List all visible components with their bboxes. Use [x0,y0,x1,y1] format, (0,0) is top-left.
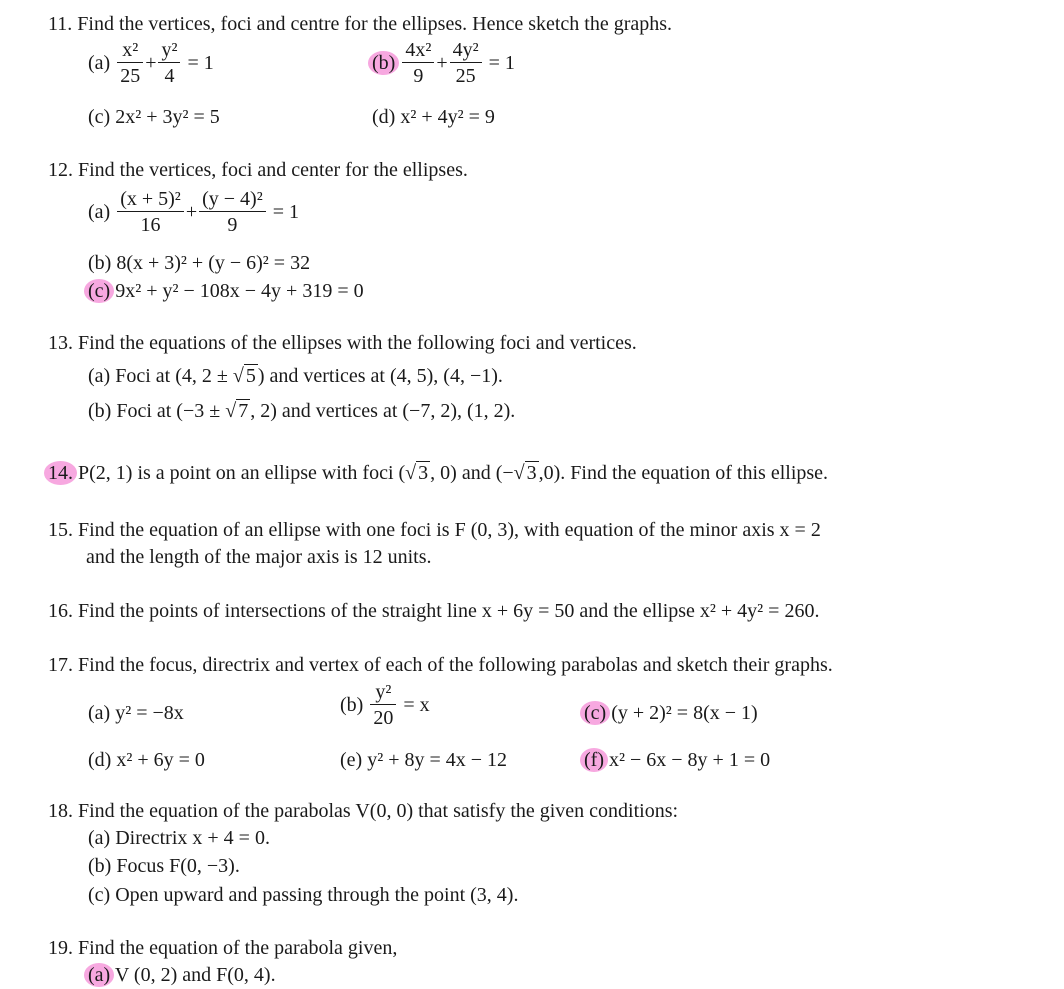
q11a-rhs: = 1 [187,52,214,74]
q11b-frac1: $\frac{\text{4x²}}{9}$ [402,40,434,86]
q19-title: 19. Find the equation of the parabola given, [48,937,398,959]
q17c: (c) (y + 2)² = 8(x − 1) [584,703,758,723]
q17f-label: (f) [580,748,608,772]
q18-title: 18. Find the equation of the parabolas V(0, 0) that satisfy the given conditions: [48,800,679,822]
q18c: (c) Open upward and passing through the point (3, 4). [88,884,519,906]
q16: 16. Find the points of intersections of the straight line x + 6y = 50 and the ellipse x² + 4y² = 260. [48,600,820,622]
q12a-frac1: $\frac{\text{(x + 5)²}}{16}$ [117,189,184,235]
q19a-label: (a) [84,963,114,987]
q12c-label: (c) [84,279,114,303]
q14: 14. P(2, 1) is a point on an ellipse with foci (√ 3 , 0) and (−√ 3 ,0). Find the equation of this ellipse. [48,463,828,483]
q12-title: 12. Find the vertices, foci and center for the ellipses. [48,159,468,181]
q15-line2: and the length of the major axis is 12 units. [86,546,432,568]
q11d: (d) x² + 4y² = 9 [372,106,495,128]
q11b-label: (b) [368,51,399,75]
q14-number: 14. [44,461,77,485]
q12c: (c) 9x² + y² − 108x − 4y + 319 = 0 [88,281,364,301]
q11c: (c) 2x² + 3y² = 5 [88,106,220,128]
q12b: (b) 8(x + 3)² + (y − 6)² = 32 [88,252,311,274]
q17f: (f) x² − 6x − 8y + 1 = 0 [584,750,770,770]
q17a: (a) y² = −8x [88,702,184,724]
q13a: (a) Foci at (4, 2 ± √ 5 ) and vertices at (4, 5), (4, −1). [88,365,503,387]
q11a-frac1: $\frac{\text{x²}}{25}$ [117,40,143,86]
q11a-frac2: $\frac{\text{y²}}{4}$ [158,40,180,86]
q13-title: 13. Find the equations of the ellipses with the following foci and vertices. [48,332,637,354]
q11b: (b) $\frac{\text{4x²}}{9}$ + $\frac{\text{4y²}}{25}$ = 1 [372,40,515,86]
q15-line1: 15. Find the equation of an ellipse with one foci is F (0, 3), with equation of the minor axis x = 2 [48,519,821,541]
q17b-frac: $\frac{\text{y²}}{20}$ [370,682,396,728]
q11b-frac2: $\frac{\text{4y²}}{25}$ [450,40,482,86]
q18b: (b) Focus F(0, −3). [88,855,240,877]
q18a: (a) Directrix x + 4 = 0. [88,827,270,849]
q17e: (e) y² + 8y = 4x − 12 [340,749,508,771]
q12a: (a) $\frac{\text{(x + 5)²}}{16}$ + $\frac{\text{(y − 4)²}}{9}$ = 1 [88,188,299,236]
q13b: (b) Foci at (−3 ± √ 7 , 2) and vertices at (−7, 2), (1, 2). [88,400,516,422]
q17d: (d) x² + 6y = 0 [88,749,205,771]
q11a-label: (a) [88,52,111,74]
q12a-frac2: $\frac{\text{(y − 4)²}}{9}$ [199,189,266,235]
q17c-label: (c) [580,701,610,725]
q11b-rhs: = 1 [488,52,515,74]
q19a: (a) V (0, 2) and F(0, 4). [88,965,276,985]
q17b: (b) $\frac{\text{y²}}{20}$ = x [340,681,430,729]
q17-title: 17. Find the focus, directrix and vertex of each of the following parabolas and sketch their graphs. [48,654,833,676]
q11-title: 11. Find the vertices, foci and centre for the ellipses. Hence sketch the graphs. [48,13,673,35]
q11a: (a) $\frac{\text{x²}}{25}$ + $\frac{\text{y²}}{4}$ = 1 [88,39,214,87]
